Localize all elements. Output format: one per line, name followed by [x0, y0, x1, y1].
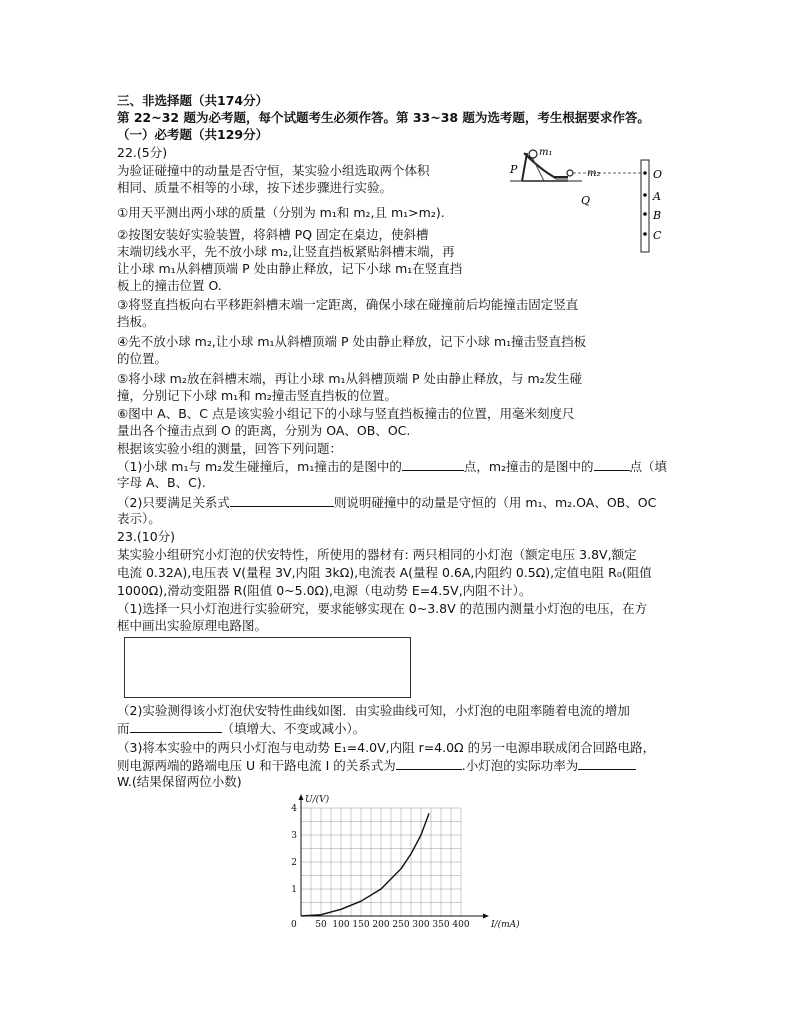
q22-answer-blank-m2[interactable] [594, 458, 630, 471]
x-tick-label: 150 [352, 920, 370, 930]
q23-intro-line2: 电流 0.32A),电压表 V(量程 3V,内阻 3kΩ),电流表 A(量程 0.6A,内阻约 0.5Ω),定值电阻 R₀(阻值 [117, 565, 652, 580]
q22-part2-line1 [117, 494, 656, 511]
chart-axes [299, 794, 490, 919]
chart-grid [301, 808, 461, 916]
q22-answer-blank-relation[interactable] [230, 494, 334, 507]
q23-intro-line1: 某实验小组研究小灯泡的伏安特性，所使用的器材有: 两只相同的小灯泡（额定电压 3.8V,额定 [117, 547, 637, 562]
q22-part1-text-b: 点，m₂撞击的是图中的 [463, 459, 594, 474]
x-tick-label: 200 [372, 920, 390, 930]
label-c: C [653, 229, 662, 242]
origin-label: 0 [291, 920, 297, 930]
x-tick-label: 50 [315, 920, 327, 930]
q22-step6-line1: ⑥图中 A、B、C 点是该实验小组记下的小球与竖直挡板撞击的位置，用毫米刻度尺 [117, 406, 575, 421]
q23-intro-line3: 1000Ω),滑动变阻器 R(阻值 0~5.0Ω),电源（电动势 E=4.5V,内阻不计）。 [117, 583, 532, 598]
q22-step2-line4: 板上的撞击位置 O. [117, 278, 222, 293]
label-p: P [510, 163, 518, 176]
label-o: O [653, 168, 663, 181]
q22-part2-text-b: 则说明碰撞中的动量是守恒的（用 m₁、m₂.OA、OB、OC [333, 495, 657, 510]
q22-step2-line2: 末端切线水平，先不放小球 m₂,让竖直挡板紧贴斜槽末端，再 [117, 244, 455, 259]
q23-part1-line2: 框中画出实验原理电路图。 [117, 618, 268, 633]
section-heading: 三、非选择题（共174分） [117, 93, 269, 108]
y-axis-arrow [299, 794, 304, 800]
q22-step5-line1: ⑤将小球 m₂放在斜槽末端，再让小球 m₁从斜槽顶端 P 处由静止释放，与 m₂发生碰 [117, 371, 583, 386]
impact-point-a [643, 193, 647, 197]
label-m1: m₁ [539, 147, 553, 158]
ramp-post [522, 153, 527, 181]
q22-step4-line1: ④先不放小球 m₂,让小球 m₁从斜槽顶端 P 处由静止释放，记下小球 m₁撞击竖直挡板 [117, 334, 587, 349]
q22-part2-line2: 表示）。 [117, 511, 161, 526]
ball-m2 [567, 170, 573, 176]
q22-part1-text-a: （1)小球 m₁与 m₂发生碰撞后，m₁撞击的是图中的 [117, 459, 402, 474]
q23-part3-line2 [117, 757, 636, 774]
q22-step4-line2: 的位置。 [117, 351, 168, 366]
q23-answer-blank-power[interactable] [578, 757, 636, 770]
q22-step1: ①用天平测出两小球的质量（分别为 m₁和 m₂,且 m₁>m₂). [117, 205, 445, 220]
y-axis-label: U/(V) [305, 795, 330, 805]
q22-step3-line2: 挡板。 [117, 314, 155, 329]
q22-answer-blank-m1[interactable] [402, 458, 464, 471]
q22-intro-line2: 相同、质量不相等的小球，按下述步骤进行实验。 [117, 180, 393, 195]
x-tick-label: 100 [332, 920, 350, 930]
q23-part2-line1: （2)实验测得该小灯泡伏安特性曲线如图．由实验曲线可知，小灯泡的电阻率随着电流的增加 [117, 703, 630, 718]
q23-answer-blank-relation[interactable] [396, 757, 462, 770]
impact-point-c [643, 232, 647, 236]
q23-part1-line1: （1)选择一只小灯泡进行实验研究，要求能够实现在 0~3.8V 的范围内测量小灯泡的电压，在方 [117, 601, 648, 616]
y-tick-label: 1 [291, 885, 297, 895]
q22-intro-line1: 为验证碰撞中的动量是否守恒，某实验小组选取两个体积 [117, 163, 430, 178]
x-axis-label: I/(mA) [491, 920, 520, 930]
q23-part3-line1: （3)将本实验中的两只小灯泡与电动势 E₁=4.0V,内阻 r=4.0Ω 的另一电源串联成闭合回路电路， [117, 740, 656, 755]
label-b: B [653, 209, 662, 222]
chart-series [301, 813, 429, 916]
x-axis-arrow [483, 914, 489, 919]
y-tick-label: 4 [291, 804, 297, 814]
iv-curve-line [301, 813, 429, 916]
q22-prompt: 根据该实验小组的测量，回答下列问题： [117, 441, 343, 456]
q23-part2-line2 [117, 720, 365, 737]
x-tick-label: 350 [432, 920, 450, 930]
q22-step2-line3: 让小球 m₁从斜槽顶端 P 处由静止释放，记下小球 m₁在竖直挡 [117, 261, 463, 276]
q22-step3-line1: ③将竖直挡板向右平移距斜槽末端一定距离，确保小球在碰撞前后均能撞击固定竖直 [117, 297, 579, 312]
label-a: A [653, 190, 661, 203]
q22-part1-text-c: 点（填 [629, 459, 668, 474]
x-tick-label: 300 [412, 920, 430, 930]
label-q: Q [581, 194, 591, 207]
q23-part2-text-a: 而 [117, 721, 130, 736]
section-instruction: 第 22~32 题为必考题，每个试题考生必须作答。第 33~38 题为选考题，考生根据要求作答。 [117, 110, 650, 125]
q22-part2-text-a: （2)只要满足关系式 [117, 495, 230, 510]
x-tick-label: 250 [392, 920, 410, 930]
q22-step6-line2: 量出各个撞击点到 O 的距离，分别为 OA、OB、OC. [117, 423, 411, 438]
q23-answer-blank-resistivity[interactable] [130, 720, 222, 733]
q23-part2-text-b: （填增大、不变或减小）。 [221, 721, 366, 736]
impact-point-b [643, 212, 647, 216]
q23-part3-line3: W.(结果保留两位小数) [117, 774, 242, 789]
q23-part3-text-b: .小灯泡的实际功率为 [461, 758, 579, 773]
impact-point-o [643, 171, 647, 175]
circuit-drawing-box[interactable] [124, 637, 411, 698]
collision-apparatus-figure [510, 143, 670, 253]
q23-number: 23.(10分) [117, 529, 176, 544]
section-subheading: （一）必考题（共129分） [117, 127, 269, 142]
y-tick-label: 3 [291, 831, 297, 841]
q22-step5-line2: 撞，分别记下小球 m₁和 m₂撞击竖直挡板的位置。 [117, 388, 397, 403]
q22-part1-line1 [117, 458, 667, 475]
q22-number: 22.(5分) [117, 145, 168, 160]
y-tick-label: 2 [291, 858, 297, 868]
label-m2: m₂ [587, 168, 601, 179]
x-tick-label: 400 [452, 920, 470, 930]
ball-m1 [529, 150, 537, 158]
q22-step2-line1: ②按图安装好实验装置，将斜槽 PQ 固定在桌边，使斜槽 [117, 227, 429, 242]
iv-curve-chart [283, 786, 520, 936]
q23-part3-text-a: 则电源两端的路端电压 U 和干路电流 I 的关系式为 [117, 758, 396, 773]
q22-part1-line2: 字母 A、B、C). [117, 475, 206, 490]
